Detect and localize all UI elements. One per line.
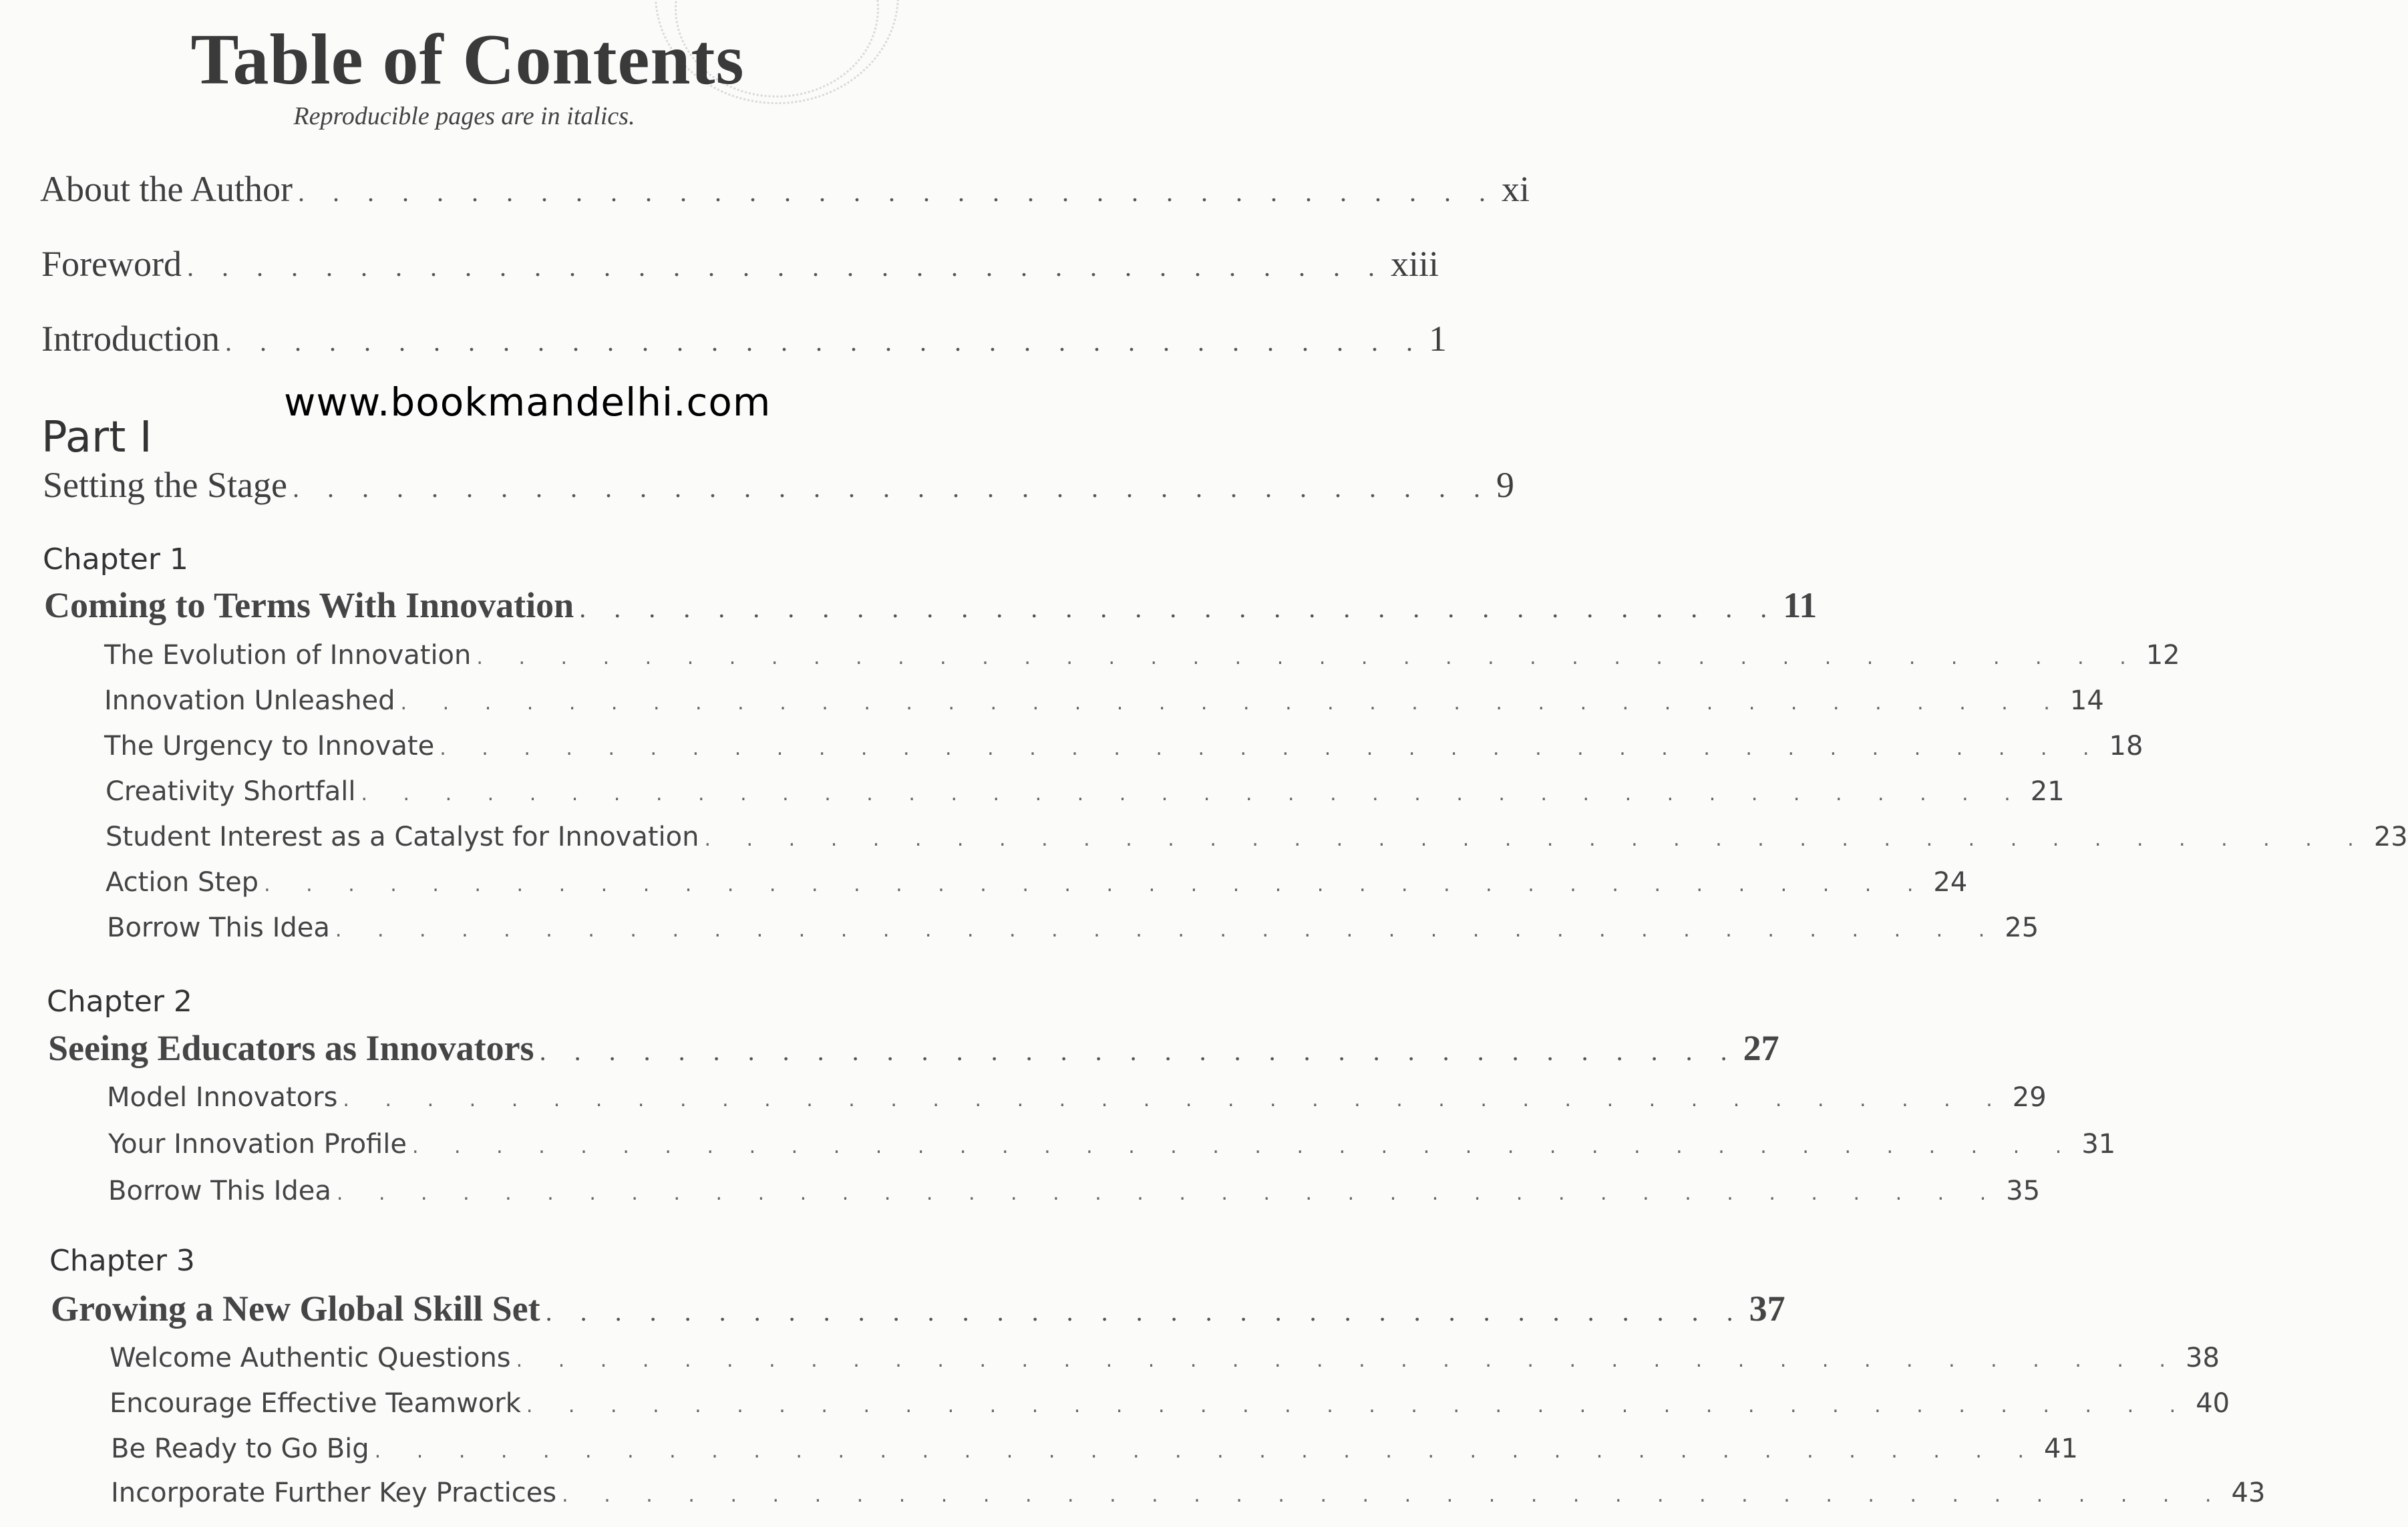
toc-entry-label: The Evolution of Innovation [104,640,472,671]
toc-section-item[interactable] [107,912,2039,943]
dot-leader: . . . . . . . . . . . . . . . . . . . . . . . . . . . . . . . . . . . . . . . . [704,828,2369,851]
toc-entry-page: 31 [2081,1129,2116,1160]
toc-entry-page: 18 [2109,731,2143,761]
toc-entry-label: Setting the Stage [43,465,287,505]
toc-entry-page: xi [1501,169,1530,209]
toc-entry-page: 11 [1783,585,1818,625]
page-subtitle: Reproducible pages are in italics. [293,102,635,130]
dot-leader: . . . . . . . . . . . . . . . . . . . . . . . . . . . . . . . . . . . . . . . . [374,1439,2039,1463]
toc-section-item[interactable] [110,1388,2230,1419]
dot-leader: . . . . . . . . . . . . . . . . . . . . . . . . . . . . . . . . . . . [297,177,1496,207]
watermark-url: www.bookmandelhi.com [284,379,771,425]
toc-section-item[interactable] [106,776,2065,807]
dot-leader: . . . . . . . . . . . . . . . . . . . . . . . . . . . . . . . . . . . . . . . . [476,646,2141,669]
toc-entry-page: 37 [1749,1289,1785,1329]
toc-entry-page: 40 [2196,1388,2230,1419]
toc-entry-label: Creativity Shortfall [106,776,356,807]
toc-section-item[interactable] [104,685,2104,716]
toc-entry-part-1[interactable] [43,464,1514,506]
chapter-label: Chapter 2 [47,985,192,1019]
toc-section-item[interactable] [111,1433,2078,1464]
toc-entry-label: Borrow This Idea [108,1176,331,1206]
dot-leader: . . . . . . . . . . . . . . . . . . . . . . . . . . . . . . . . . . . . . . . . [335,918,2000,942]
toc-entry-about-the-author[interactable] [40,168,1530,210]
toc-entry-chapter-2[interactable] [48,1027,1779,1069]
toc-entry-page: 9 [1496,465,1514,505]
toc-entry-page: 43 [2231,1478,2266,1508]
toc-entry-page: 35 [2006,1176,2041,1206]
toc-section-item[interactable] [108,1176,2041,1206]
toc-entry-page: 41 [2044,1433,2078,1464]
toc-entry-page: 14 [2069,685,2104,716]
toc-entry-label: Growing a New Global Skill Set [51,1289,540,1329]
toc-entry-page: 29 [2012,1082,2047,1113]
toc-entry-page: 38 [2186,1343,2220,1373]
toc-entry-label: Model Innovators [107,1082,338,1113]
dot-leader: . . . . . . . . . . . . . . . . . . . . . . . . . . . . . . . . . . . . . . . . [516,1349,2181,1372]
toc-entry-page: 12 [2145,640,2180,671]
dot-leader: . . . . . . . . . . . . . . . . . . . . . . . . . . . . . . . . . . . . . . . . [562,1484,2226,1507]
toc-entry-page: 1 [1428,319,1447,359]
chapter-label: Chapter 1 [43,542,188,576]
toc-entry-label: Coming to Terms With Innovation [44,585,574,625]
toc-entry-label: Borrow This Idea [107,912,330,943]
dot-leader: . . . . . . . . . . . . . . . . . . . . . . . . . . . . . . . . . . . [224,327,1423,357]
toc-section-item[interactable] [104,640,2180,671]
toc-entry-page: 27 [1743,1028,1779,1068]
dot-leader: . . . . . . . . . . . . . . . . . . . . . . . . . . . . . . . . . . . . . . . . [361,782,2025,806]
page-title: Table of Contents [190,20,745,100]
dot-leader: . . . . . . . . . . . . . . . . . . . . . . . . . . . . . . . . . . . [545,1297,1744,1327]
toc-entry-label: Encourage Effective Teamwork [110,1388,521,1419]
dot-leader: . . . . . . . . . . . . . . . . . . . . . . . . . . . . . . . . . . . . . . . . [264,873,1928,896]
dot-leader: . . . . . . . . . . . . . . . . . . . . . . . . . . . . . . . . . . . . . . . . [411,1135,2077,1158]
toc-entry-page: 21 [2030,776,2065,807]
toc-entry-label: Seeing Educators as Innovators [48,1028,534,1068]
toc-section-item[interactable] [107,1082,2047,1113]
toc-section-item[interactable] [108,1129,2116,1160]
toc-entry-label: Your Innovation Profile [108,1129,407,1160]
toc-section-item[interactable] [111,1478,2266,1508]
toc-entry-label: Welcome Authentic Questions [110,1343,511,1373]
dot-leader: . . . . . . . . . . . . . . . . . . . . . . . . . . . . . . . . . . . . . . . . [400,691,2065,715]
chapter-label: Chapter 3 [49,1244,195,1278]
toc-section-item[interactable] [110,1343,2220,1373]
dot-leader: . . . . . . . . . . . . . . . . . . . . . . . . . . . . . . . . . . . [186,252,1385,282]
toc-entry-page: 25 [2005,912,2039,943]
toc-entry-page: xiii [1390,244,1439,284]
toc-entry-label: Incorporate Further Key Practices [111,1478,557,1508]
dot-leader: . . . . . . . . . . . . . . . . . . . . . . . . . . . . . . . . . . . . . . . . [343,1088,2007,1112]
toc-section-item[interactable] [106,867,1968,898]
toc-entry-label: The Urgency to Innovate [104,731,435,761]
toc-section-item[interactable] [104,731,2143,761]
dot-leader: . . . . . . . . . . . . . . . . . . . . . . . . . . . . . . . . . . . [579,593,1778,623]
toc-entry-page: 24 [1933,867,1968,898]
toc-entry-page: 23 [2373,822,2408,852]
dot-leader: . . . . . . . . . . . . . . . . . . . . . . . . . . . . . . . . . . . . . . . . [440,737,2104,760]
toc-entry-label: Introduction [41,319,220,359]
toc-entry-foreword[interactable] [41,243,1439,285]
toc-entry-label: Action Step [106,867,259,898]
toc-entry-introduction[interactable] [41,318,1447,359]
toc-entry-label: Student Interest as a Catalyst for Innovation [106,822,699,852]
dot-leader: . . . . . . . . . . . . . . . . . . . . . . . . . . . . . . . . . . . [539,1036,1738,1066]
dot-leader: . . . . . . . . . . . . . . . . . . . . . . . . . . . . . . . . . . . . . . . . [336,1182,2001,1205]
toc-section-item[interactable] [106,822,2408,852]
toc-entry-chapter-3[interactable] [51,1288,1785,1329]
dot-leader: . . . . . . . . . . . . . . . . . . . . . . . . . . . . . . . . . . . . . . . . [526,1394,2191,1417]
toc-entry-label: Foreword [41,244,182,284]
toc-entry-chapter-1[interactable] [44,584,1818,626]
part-label: Part I [41,413,152,462]
toc-entry-label: About the Author [40,169,293,209]
toc-entry-label: Innovation Unleashed [104,685,395,716]
toc-entry-label: Be Ready to Go Big [111,1433,369,1464]
dot-leader: . . . . . . . . . . . . . . . . . . . . . . . . . . . . . . . . . . . [292,473,1491,503]
